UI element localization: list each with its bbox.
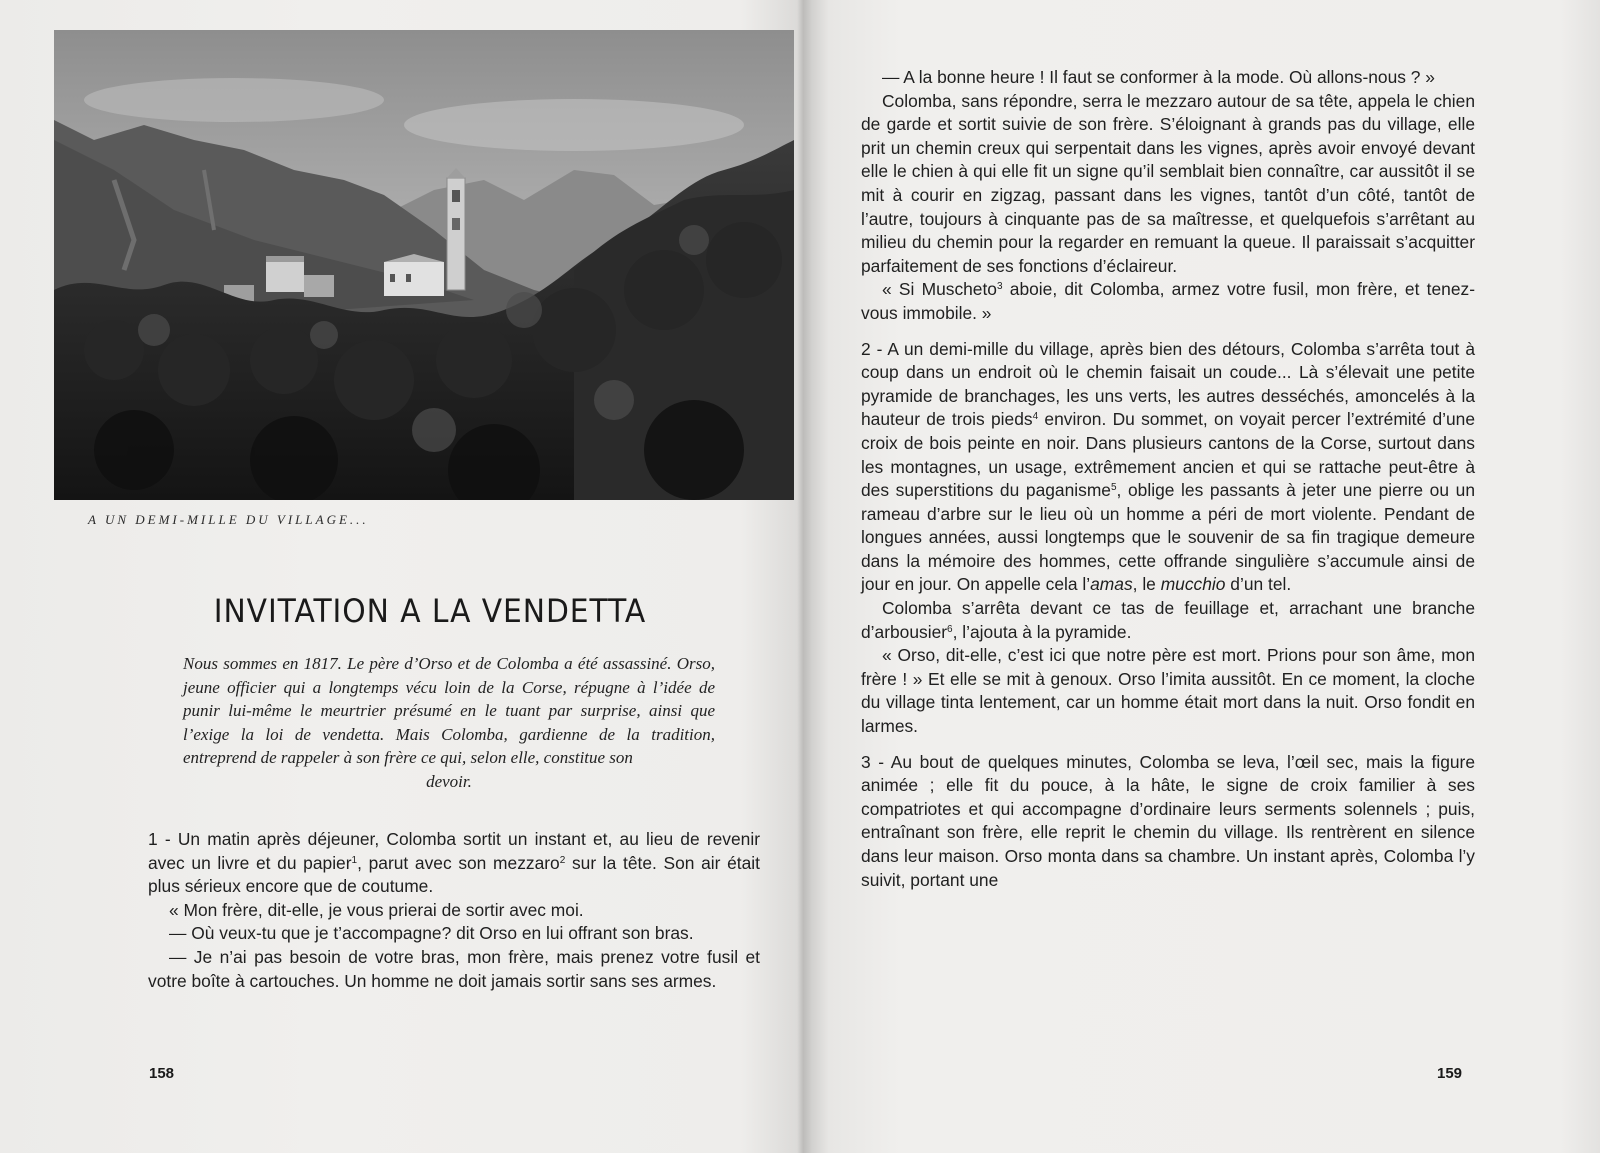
paragraph-r4: 2 - A un demi-mille du village, après bien des détours, Colomba s’arrêta tout à coup dans un endroit où le chemin faisait un coude... Là s’élevait une petite pyramide de branchages, les uns verts, les autres desséchés, amoncelés à la hauteur de trois pieds$^4$ environ. Du sommet, on voyait percer l’extrémité d’une croix de bois peinte en noir. Dans plusieurs cantons de la Corse, surtout dans les montagnes, un usage, extrêmement ancien et qui se rattache peut-être à des superstitions du paganisme$^5$, oblige les passants à jeter une pierre ou un rameau d’arbre sur le lieu où un homme a péri de mort violente. Pendant de longues années, aussi longtemps que le souvenir de sa fin tragique demeure dans la mémoire des hommes, cette offrande singulière s’accumule ainsi de jour en jour. On appelle cela l’amas, le mucchio d’un tel. [861,338,1476,595]
paragraph-2: « Mon frère, dit-elle, je vous prierai de sortir avec moi. [169,899,584,920]
paragraph-r1: — A la bonne heure ! Il faut se conformer à la mode. Où allons-nous ? » [882,67,1435,87]
paragraph-r3: « Si Muscheto$^3$ aboie, dit Colomba, armez votre fusil, mon frère, et tenez-vous immobile. » [861,279,1475,323]
page-number-left: 158 [149,1065,175,1082]
intro-last-line: devoir. [426,771,472,791]
paragraph-r2: Colomba, sans répondre, serra le mezzaro autour de sa tête, appela le chien de garde et sortit suivie de son frère. S’éloignant à grands pas du village, elle prit un chemin creux qui serpentait dans les vignes, après avoir envoyé devant elle le chien à qui elle fit un signe qu’il semblait bien connaître, car aussitôt il se mit à courir en zigzag, passant dans les vignes, tantôt d’un côté, tantôt de l’autre, toujours à cinquante pas de sa maîtresse, et quelquefois s’arrêtant au milieu du chemin pour la regarder en remuant la queue. Il paraissait s’acquitter parfaitement de ses fonctions d’éclaireur. [861,90,1475,276]
chapter-intro [183,652,715,794]
paragraph-r7: 3 - Au bout de quelques minutes, Colomba se leva, l’œil sec, mais la figure animée ; elle fit du pouce, à la hâte, le signe de croix familier à ses compatriotes et qui accompagne d’ordinaire leurs serments solennels ; puis, entraînant son frère, elle reprit le chemin du village. Ils rentrèrent en silence dans leur maison. Orso monta dans sa chambre. Un instant après, Colomba l’y suivit, portant une [861,751,1475,890]
footnote-ref: 1 [351,854,358,866]
village-photo [54,30,794,500]
photo-caption: A UN DEMI-MILLE DU VILLAGE... [88,512,369,527]
italic-term: mucchio [1160,574,1226,595]
footnote-ref: 6 [947,623,953,635]
paragraph-1: 1 - Un matin après déjeuner, Colomba sortit un instant et, au lieu de revenir avec un livre et du papier$^1$, parut avec son mezzaro$^2$ sur la tête. Son air était plus sérieux encore que de coutume. [148,829,760,897]
page-number-right: 159 [1437,1065,1463,1082]
village-photo-image [54,30,794,500]
footnote-ref: 2 [559,854,566,866]
italic-term: amas [1090,574,1133,595]
paragraph-r6: « Orso, dit-elle, c’est ici que notre père est mort. Prions pour son âme, mon frère ! » Et elle se mit à genoux. Orso l’imita aussitôt. En ce moment, la cloche du village tinta lentement, car un homme était mort dans la nuit. Orso fondit en larmes. [861,645,1475,737]
paragraph-3: — Où veux-tu que je t’accompagne? dit Orso en lui offrant son bras. [169,923,694,944]
book-gutter [797,0,811,1153]
paragraph-4: — Je n’ai pas besoin de votre bras, mon frère, mais prenez votre fusil et votre boîte à cartouches. Un homme ne doit jamais sortir sans ses armes. [148,946,760,991]
intro-paragraph: Nous sommes en 1817. Le père d’Orso et de Colomba a été assassiné. Orso, jeune officier qui a longtemps vécu loin de la Corse, répugne à l’idée de punir lui-même le meurtrier présumé en le tuant par surprise, ainsi que l’exige la loi de vendetta. Mais Colomba, gardienne de la tradition, entreprend de rappeler à son frère ce qui, selon elle, constitue son [183,654,715,768]
footnote-ref: 5 [1110,482,1117,494]
footnote-ref: 4 [1032,411,1039,423]
left-body-text [148,828,760,993]
right-body-text [861,66,1475,892]
chapter-title: INVITATION A LA VENDETTA [213,592,647,630]
footnote-ref: 3 [996,281,1003,293]
paragraph-r5: Colomba s’arrêta devant ce tas de feuillage et, arrachant une branche d’arbousier$^6$, l’ajouta à la pyramide. [861,598,1475,642]
